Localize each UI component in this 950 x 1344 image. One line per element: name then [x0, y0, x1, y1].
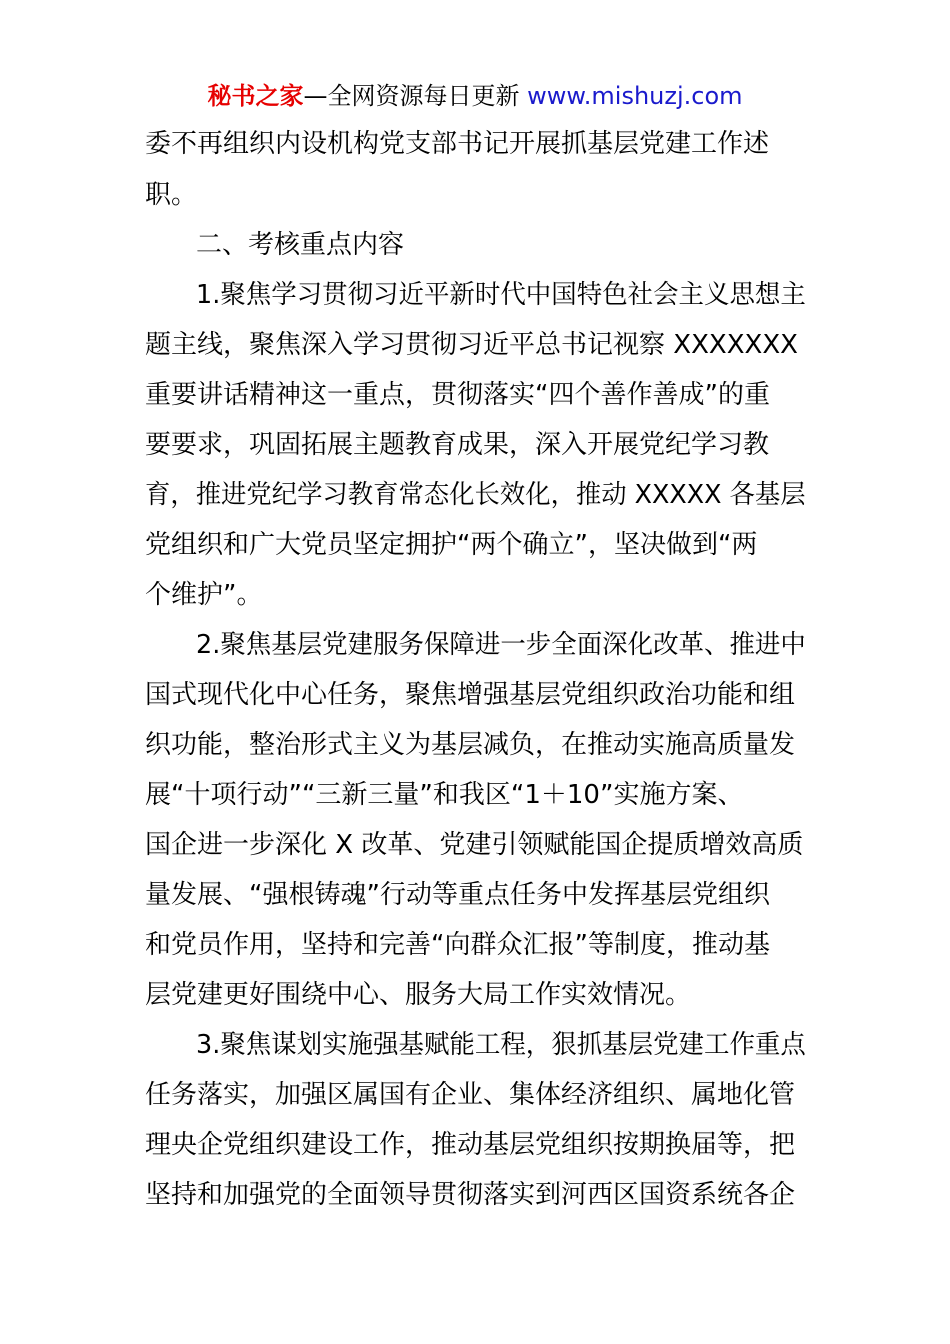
text-line: 织功能，整治形式主义为基层减负，在推动实施高质量发	[145, 730, 796, 760]
text-line: 要要求，巩固拓展主题教育成果，深入开展党纪学习教	[145, 430, 770, 460]
text-line: 层党建更好围绕中心、服务大局工作实效情况。	[145, 980, 692, 1010]
site-tagline: —全网资源每日更新	[303, 82, 528, 110]
text-line: 量发展、“强根铸魂”行动等重点任务中发挥基层党组织	[145, 880, 770, 910]
text-line: 国式现代化中心任务，聚焦增强基层党组织政治功能和组	[145, 680, 796, 710]
text-line: 题主线，聚焦深入学习贯彻习近平总书记视察 XXXXXXX	[145, 330, 798, 360]
text-line: 展“十项行动”“三新三量”和我区“1＋10”实施方案、	[145, 780, 744, 810]
text-line: 委不再组织内设机构党支部书记开展抓基层党建工作述	[145, 129, 770, 159]
text-line: 党组织和广大党员坚定拥护“两个确立”，坚决做到“两	[145, 530, 758, 560]
text-line: 1.聚焦学习贯彻习近平新时代中国特色社会主义思想主	[196, 280, 806, 310]
text-line: 任务落实，加强区属国有企业、集体经济组织、属地化管	[145, 1080, 796, 1110]
text-line: 3.聚焦谋划实施强基赋能工程，狠抓基层党建工作重点	[196, 1030, 806, 1060]
site-url-link[interactable]: www.mishuzj.com	[527, 82, 743, 110]
text-line: 理央企党组织建设工作，推动基层党组织按期换届等，把	[145, 1130, 796, 1160]
text-line: 和党员作用，坚持和完善“向群众汇报”等制度，推动基	[145, 930, 770, 960]
text-line: 重要讲话精神这一重点，贯彻落实“四个善作善成”的重	[145, 380, 770, 410]
site-header	[0, 80, 950, 112]
text-line: 职。	[145, 180, 198, 210]
section-heading: 二、考核重点内容	[196, 230, 405, 260]
text-line: 个维护”。	[145, 580, 263, 610]
text-line: 育，推进党纪学习教育常态化长效化，推动 XXXXX 各基层	[145, 480, 806, 510]
site-brand[interactable]: 秘书之家	[207, 82, 304, 110]
text-line: 坚持和加强党的全面领导贯彻落实到河西区国资系统各企	[145, 1180, 796, 1210]
text-line: 2.聚焦基层党建服务保障进一步全面深化改革、推进中	[196, 630, 806, 660]
text-line: 国企进一步深化 X 改革、党建引领赋能国企提质增效高质	[145, 830, 804, 860]
